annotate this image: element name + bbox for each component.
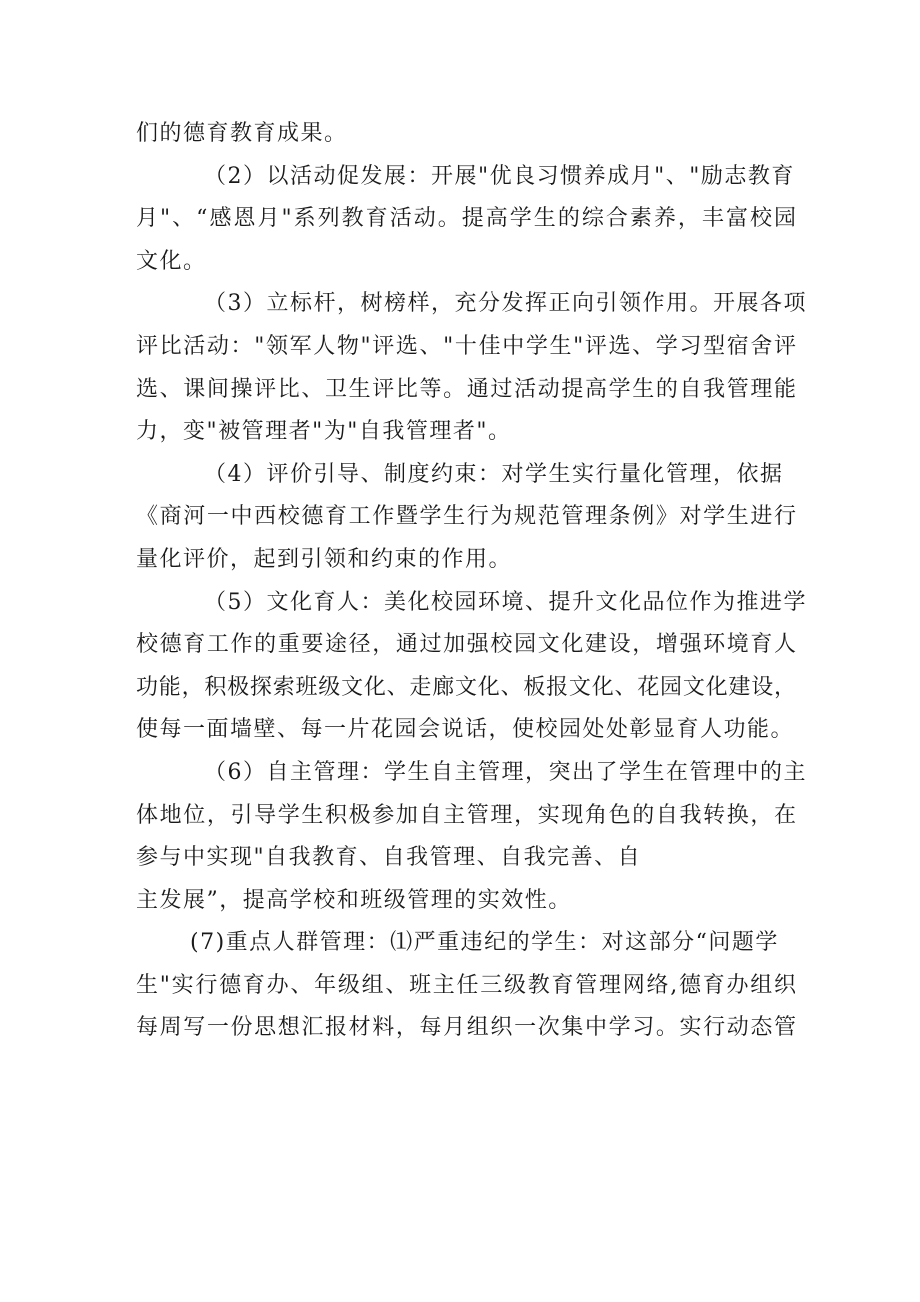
text-line: 月"、“感恩月"系列教育活动。提高学生的综合素养，丰富校园: [136, 206, 796, 232]
text-line: 每周写一份思想汇报材料，每月组织一次集中学习。实行动态管: [136, 1015, 796, 1041]
text-line: 生"实行德育办、年级组、班主任三级教育管理网络,德育办组织: [136, 972, 796, 998]
paragraph-7-line-1: (7)重点人群管理：⑴严重违纪的学生：对这部分“问题学: [190, 930, 779, 956]
text-line: 功能，积极探索班级文化、走廊文化、板报文化、花园文化建设，: [136, 674, 796, 700]
text-line: 们的德育教育成果。: [136, 121, 348, 146]
text-line: 量化评价，起到引领和约束的作用。: [136, 546, 513, 572]
text-line: 体地位，引导学生积极参加自主管理，实现角色的自我转换，在: [136, 802, 796, 828]
text-line: 校德育工作的重要途径，通过加强校园文化建设，增强环境育人: [136, 632, 796, 658]
text-line: 主发展”，提高学校和班级管理的实效性。: [136, 887, 572, 913]
paragraph-5-line-1: （5）文化育人：美化校园环境、提升文化品位作为推进学: [204, 589, 807, 615]
paragraph-3-line-1: （3）立标杆，树榜样，充分发挥正向引领作用。开展各项: [204, 291, 807, 317]
paragraph-4-line-1: （4）评价引导、制度约束：对学生实行量化管理，依据: [204, 461, 784, 487]
paragraph-6-line-1: （6）自主管理：学生自主管理，突出了学生在管理中的主: [204, 759, 807, 785]
text-line: 参与中实现"自我教育、自我管理、自我完善、自: [136, 845, 642, 871]
text-line: 选、课间操评比、卫生评比等。通过活动提高学生的自我管理能: [136, 376, 796, 402]
document-body: [136, 113, 807, 1050]
paragraph-2-line-1: （2）以活动促发展：开展"优良习惯养成月"、"励志教育: [204, 163, 795, 189]
text-line: 力，变"被管理者"为"自我管理者"。: [136, 419, 512, 445]
text-line: 《商河一中西校德育工作暨学生行为规范管理条例》对学生进行: [136, 504, 796, 530]
text-line: 文化。: [136, 248, 207, 274]
text-line: 使每一面墙壁、每一片花园会说话，使校园处处彰显育人功能。: [136, 717, 795, 743]
text-line: 评比活动："领军人物"评选、"十佳中学生"评选、学习型宿舍评: [136, 333, 796, 359]
